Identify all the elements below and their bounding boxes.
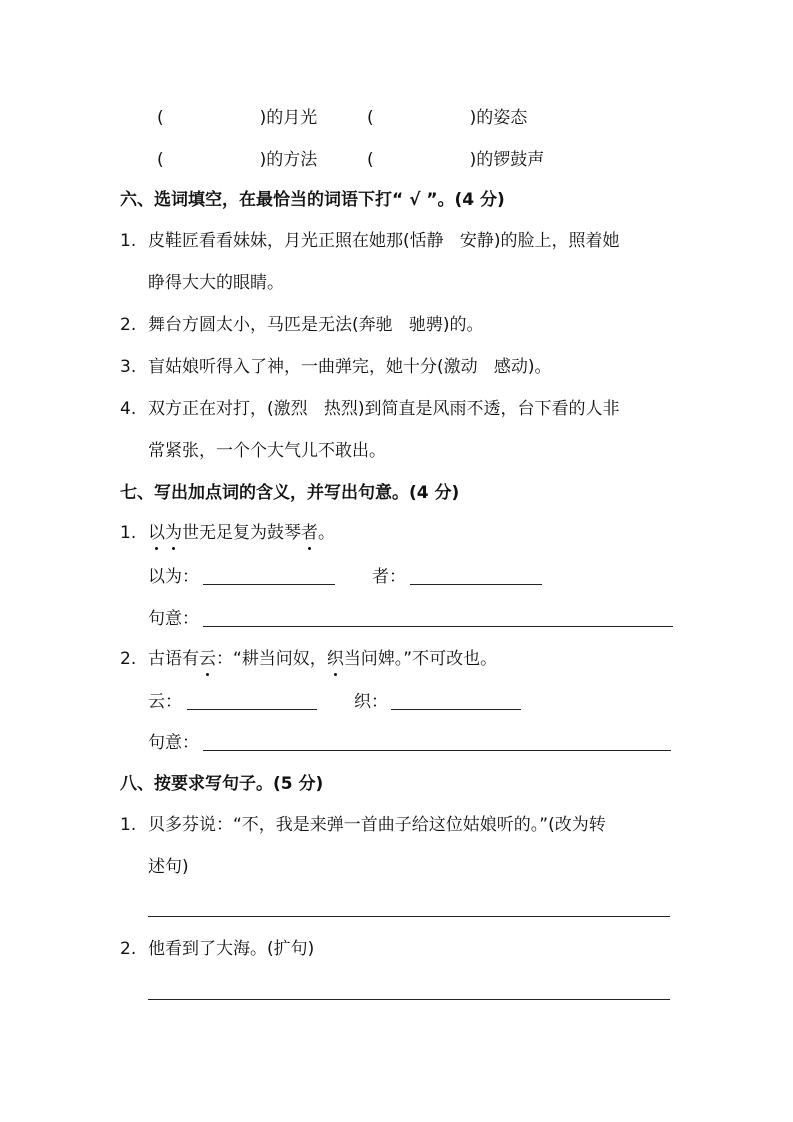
label-yiwei: 以为： <box>148 567 199 587</box>
option-1[interactable]: 奔驰 <box>358 315 393 335</box>
section8-title: 八、按要求写句子。(5 分) <box>120 774 324 794</box>
item-text-after: )到简直是风雨不透，台下看的人非 <box>357 399 620 419</box>
section6-item-2 <box>120 313 484 337</box>
paren-open: ( <box>157 150 164 170</box>
option-2[interactable]: 安静 <box>459 231 494 251</box>
dotted-char: 者 <box>301 523 318 543</box>
item-number: 2. <box>120 315 137 335</box>
option-1[interactable]: 激烈 <box>273 399 308 419</box>
section6-item-1-cont: 睁得大大的眼睛。 <box>148 273 284 293</box>
option-1[interactable]: 激动 <box>443 357 478 377</box>
section6-item-1 <box>120 229 620 253</box>
sentence-end: 。 <box>318 523 335 543</box>
section8-item-1-cont: 述句) <box>148 857 189 877</box>
sentence-end: 当问婢。”不可改也。 <box>343 649 498 669</box>
label-zhi: 织： <box>354 692 388 712</box>
section6-item-3 <box>120 355 552 379</box>
label-yun: 云： <box>148 692 182 712</box>
sentence-text: 古语有 <box>148 649 199 669</box>
answer-line-juyi-1[interactable] <box>203 626 673 627</box>
fill-row-1-right <box>367 106 527 130</box>
item-number: 3. <box>120 357 137 377</box>
answer-line-yiwei[interactable] <box>203 584 335 585</box>
answer-line-juyi-2[interactable] <box>203 750 671 751</box>
item-number: 2. <box>120 939 137 959</box>
section8-item-1 <box>120 813 606 837</box>
fill-row-2-right <box>367 148 544 172</box>
item-number: 4. <box>120 399 137 419</box>
paren-open: ( <box>367 150 374 170</box>
item-text: 双方正在对打，( <box>148 399 274 419</box>
answer-line-yun[interactable] <box>187 709 317 710</box>
sentence-text: 世无足复为鼓琴 <box>182 523 301 543</box>
option-2[interactable]: 感动 <box>493 357 528 377</box>
fill-suffix-right: )的锣鼓声 <box>469 150 545 170</box>
answer-line-zhi[interactable] <box>391 709 521 710</box>
label-juyi-2: 句意： <box>148 733 199 753</box>
answer-line-8-1[interactable] <box>148 916 670 917</box>
section7-item-2 <box>120 647 497 671</box>
item-text: 他看到了大海。(扩句) <box>148 939 315 959</box>
item-number: 2. <box>120 649 137 669</box>
fill-suffix-left: )的月光 <box>259 108 318 128</box>
dotted-char: 以 <box>148 523 165 543</box>
paren-open: ( <box>157 108 164 128</box>
section6-item-4-cont: 常紧张，一个个大气儿不敢出。 <box>148 441 386 461</box>
item-text-after: )的。 <box>442 315 484 335</box>
label-zhe: 者： <box>372 567 406 587</box>
answer-line-zhe[interactable] <box>410 584 542 585</box>
item-text: 舞台方圆太小，马匹是无法( <box>148 315 359 335</box>
sentence-text: ：“耕当问奴， <box>216 649 327 669</box>
dotted-char: 织 <box>326 649 344 669</box>
item-number: 1. <box>120 523 137 543</box>
option-2[interactable]: 驰骋 <box>408 315 443 335</box>
label-juyi-1: 句意： <box>148 609 199 629</box>
item-number: 1. <box>120 231 137 251</box>
item-text: 贝多芬说：“不，我是来弹一首曲子给这位姑娘听的。”(改为转 <box>148 815 606 835</box>
item-number: 1. <box>120 815 137 835</box>
fill-row-2 <box>157 148 317 172</box>
item-text: 皮鞋匠看看妹妹，月光正照在她那( <box>148 231 410 251</box>
dotted-char: 云 <box>199 649 216 669</box>
option-1[interactable]: 恬静 <box>409 231 444 251</box>
section6-item-4 <box>120 397 620 421</box>
option-2[interactable]: 热烈 <box>323 399 358 419</box>
fill-suffix-right: )的姿态 <box>469 108 528 128</box>
paren-open: ( <box>367 108 374 128</box>
fill-row-1 <box>157 106 317 130</box>
item-text-after: )的脸上，照着她 <box>493 231 620 251</box>
item-text: 盲姑娘听得入了神，一曲弹完，她十分( <box>148 357 444 377</box>
section7-item-1 <box>120 521 335 545</box>
section6-title: 六、选词填空，在最恰当的词语下打“ √ ”。(4 分) <box>120 190 505 210</box>
section8-item-2 <box>120 937 314 961</box>
answer-line-8-2[interactable] <box>148 999 670 1000</box>
item-text-after: )。 <box>527 357 552 377</box>
section7-title: 七、写出加点词的含义，并写出句意。(4 分) <box>120 483 460 503</box>
fill-suffix-left: )的方法 <box>259 150 318 170</box>
dotted-char: 为 <box>165 523 182 543</box>
